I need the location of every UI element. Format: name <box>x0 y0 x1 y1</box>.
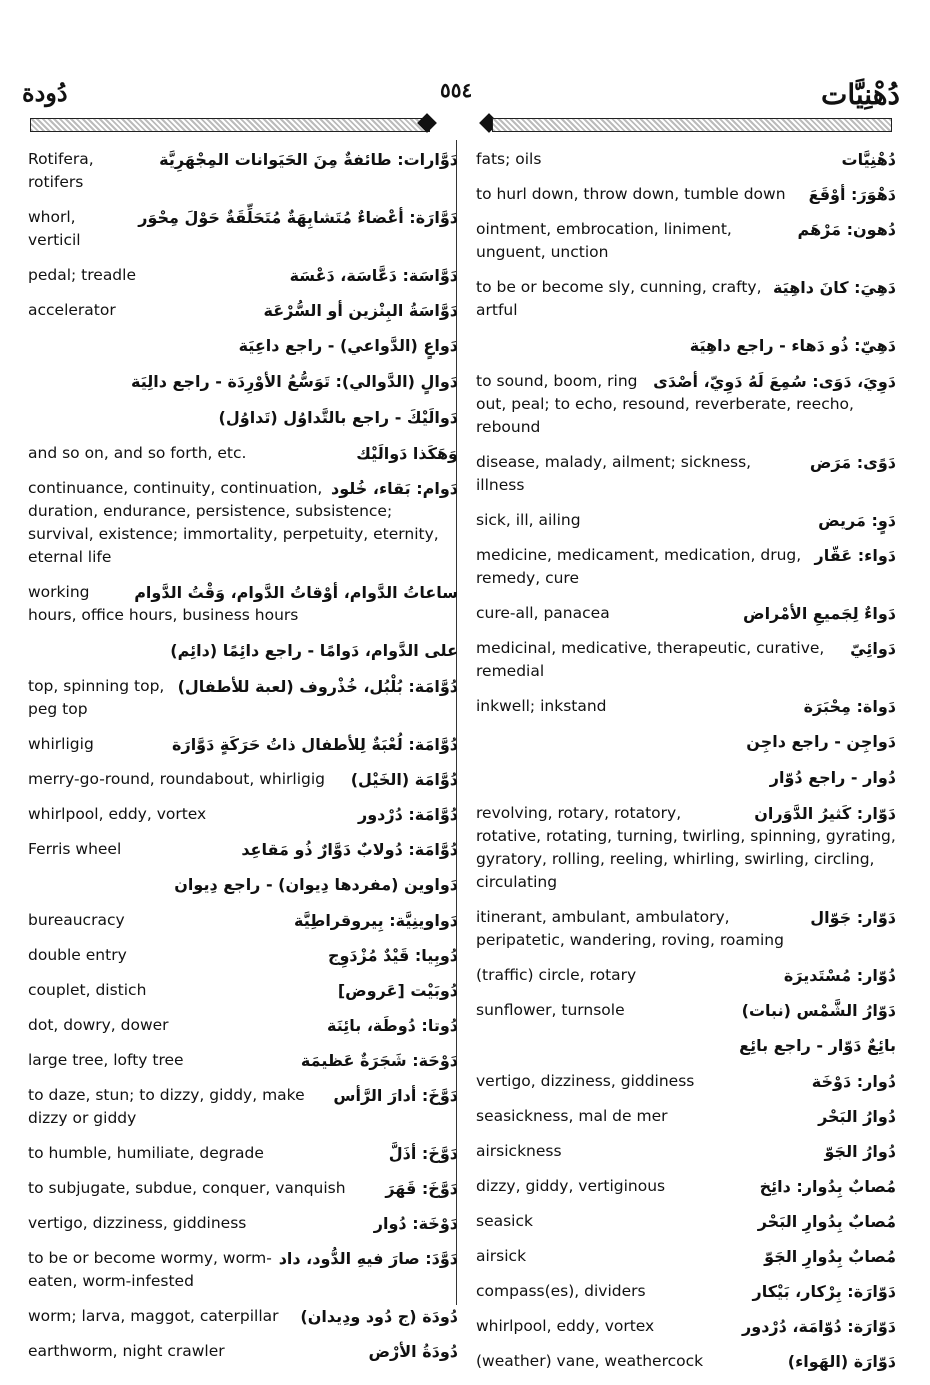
arabic-headword: دُوتا: دُوطَة، بائِنَة <box>327 1016 458 1035</box>
english-definition: pedal; treadle <box>28 266 136 284</box>
header-rule-right <box>492 118 892 132</box>
english-definition: (traffic) circle, rotary <box>476 966 637 984</box>
dictionary-entry <box>476 1034 896 1058</box>
english-definition: double entry <box>28 946 127 964</box>
arabic-headword: مُصابٌ بِدُوارِ البَحْر <box>757 1212 896 1231</box>
arabic-headword: وَهَكَذا دَوالَيْك <box>356 444 458 463</box>
dictionary-entry <box>476 148 896 171</box>
left-column <box>28 148 458 1375</box>
english-definition: Rotifera, rotifers <box>28 150 94 191</box>
arabic-headword: دَوَّخَ: قَهَرَ <box>385 1179 458 1198</box>
dictionary-entry <box>476 695 896 718</box>
english-definition: large tree, lofty tree <box>28 1051 184 1069</box>
dictionary-entry <box>476 906 896 952</box>
dictionary-entry <box>476 334 896 358</box>
dictionary-entry <box>476 1210 896 1233</box>
dictionary-entry <box>476 730 896 754</box>
arabic-headword: دَوّارَة (الهَواء) <box>787 1352 896 1371</box>
english-definition: seasickness, mal de mer <box>476 1107 668 1125</box>
arabic-headword: دُوار - راجع دُوّار <box>769 768 896 787</box>
english-definition: to humble, humiliate, degrade <box>28 1144 264 1162</box>
dictionary-entry <box>476 602 896 625</box>
dictionary-entry <box>476 451 896 497</box>
arabic-headword: دَهْوَرَ: أوْقَعَ <box>808 185 896 204</box>
english-definition: itinerant, ambulant, ambulatory, peripatetic, wandering, roving, roaming <box>476 908 784 949</box>
dictionary-entry <box>476 802 896 894</box>
dictionary-entry <box>28 334 458 358</box>
dictionary-entry <box>28 1177 458 1200</box>
arabic-headword: دَوّار: جَوّال <box>810 908 896 927</box>
dictionary-entry <box>28 1247 458 1293</box>
arabic-headword: دُوار: دَوْخَة <box>811 1072 896 1091</box>
arabic-headword: دَواءٌ لِجَميعِ الأمْراض <box>743 604 896 623</box>
dictionary-entry <box>28 264 458 287</box>
english-definition: (weather) vane, weathercock <box>476 1352 704 1370</box>
english-definition: airsick <box>476 1247 527 1265</box>
english-definition: worm; larva, maggot, caterpillar <box>28 1307 279 1325</box>
arabic-headword: دَوْخَة: دُوار <box>373 1214 458 1233</box>
arabic-headword: دُودَة (ج دُود ودِيدان) <box>300 1307 458 1326</box>
dictionary-entry <box>476 509 896 532</box>
dictionary-entry <box>476 637 896 683</box>
dictionary-entry <box>476 1070 896 1093</box>
header-rule-left <box>30 118 430 132</box>
arabic-headword: دُوَّامَة: لُعْبَةٌ لِلأطفال ذاتُ حَرَكَةٍ دَوَّارَة <box>172 735 458 754</box>
arabic-headword: دُهون: مَرْهَم <box>797 220 896 239</box>
arabic-headword: دُوّار: مُسْتَديرَة <box>783 966 896 985</box>
english-definition: earthworm, night crawler <box>28 1342 225 1360</box>
arabic-headword: دَواوينِيَّة: بِيروقراطِيَّة <box>294 911 458 930</box>
english-definition: whirligig <box>28 735 94 753</box>
header-guide-word-right: دُهْنِيَّات <box>820 78 900 111</box>
english-definition: merry-go-round, roundabout, whirligig <box>28 770 326 788</box>
arabic-headword: دَوّارَة: دُوّامَة، دُرْدور <box>742 1317 896 1336</box>
dictionary-entry <box>28 1142 458 1165</box>
dictionary-entry <box>476 1175 896 1198</box>
arabic-headword: دُوَّامَة: دُولابٌ دَوَّارٌ ذُو مَقاعِد <box>241 840 458 859</box>
dictionary-entry <box>28 768 458 791</box>
english-definition: revolving, rotary, rotatory, rotative, rotating, turning, twirling, spinning, gyrating, gyratory, rolling, reeling, whirling, swirling, circling, circulating <box>476 804 896 891</box>
dictionary-entry <box>28 1212 458 1235</box>
arabic-headword: دَواة: مِحْبَرَة <box>803 697 896 716</box>
arabic-headword: ساعاتُ الدَّوام، أوْقاتُ الدَّوام، وَقْتُ الدَّوام <box>134 583 458 602</box>
arabic-headword: دُوَّامَة (الخَيْل) <box>350 770 458 789</box>
dictionary-entry <box>28 406 458 430</box>
arabic-headword: دَوٍ: مَريض <box>818 511 896 530</box>
arabic-headword: دَواء: عَقّار <box>814 546 896 565</box>
dictionary-entry <box>476 1280 896 1303</box>
dictionary-entry <box>28 675 458 721</box>
english-definition: whirlpool, eddy, vortex <box>28 805 207 823</box>
english-definition: to subjugate, subdue, conquer, vanquish <box>28 1179 346 1197</box>
english-definition: medicinal, medicative, therapeutic, curative, remedial <box>476 639 825 680</box>
dictionary-entry <box>476 999 896 1022</box>
arabic-headword: دَوَّارَة: أعْضاءٌ مُتَشابِهَةٌ مُتَحَلِّقَةٌ حَوْلَ مِحْوَر <box>138 208 458 227</box>
english-definition: Ferris wheel <box>28 840 122 858</box>
english-definition: cure-all, panacea <box>476 604 610 622</box>
english-definition: accelerator <box>28 301 116 319</box>
english-definition: fats; oils <box>476 150 542 168</box>
arabic-headword: دَوّارَة: بِرْكار، بَيْكار <box>752 1282 896 1301</box>
dictionary-entry <box>476 218 896 264</box>
english-definition: and so on, and so forth, etc. <box>28 444 247 462</box>
dictionary-entry <box>28 639 458 663</box>
english-definition: continuance, continuity, continuation, duration, endurance, persistence, subsistence; survival, existence; immortality, perpetuity, eternity, eternal life <box>28 479 439 566</box>
arabic-headword: دَوَّاسَةُ البِنْزين أو السُّرْعَة <box>263 301 458 320</box>
arabic-headword: دَوالَيْكَ - راجع بالتَّداوُل (تَداوُل) <box>218 408 458 427</box>
arabic-headword: دُوبَيْت [عَروض] <box>337 981 458 1000</box>
english-definition: vertigo, dizziness, giddiness <box>476 1072 695 1090</box>
arabic-headword: دَهِيَ: كانَ داهِيَة <box>772 278 896 297</box>
right-column <box>476 148 896 1385</box>
english-definition: couplet, distich <box>28 981 147 999</box>
arabic-headword: دَوَّدَ: صارَ فيهِ الدُّود، داد <box>278 1249 458 1268</box>
arabic-headword: دَوالٍ (الدَّوالي): تَوَسُّعُ الأوْرِدَة - راجع دالِيَة <box>131 372 458 391</box>
dictionary-entry <box>476 766 896 790</box>
english-definition: sunflower, turnsole <box>476 1001 625 1019</box>
english-definition: to sound, boom, ring out, peal; to echo, resound, reverberate, reecho, rebound <box>476 372 854 436</box>
dictionary-entry <box>28 477 458 569</box>
dictionary-entry <box>28 909 458 932</box>
arabic-headword: دَواجِن - راجع داجِن <box>746 732 896 751</box>
dictionary-entry <box>476 1140 896 1163</box>
arabic-headword: دَوائِيّ <box>850 639 896 658</box>
english-definition: to be or become sly, cunning, crafty, artful <box>476 278 762 319</box>
english-definition: vertigo, dizziness, giddiness <box>28 1214 247 1232</box>
arabic-headword: دَوَّخَ: أذَلَّ <box>388 1144 458 1163</box>
dictionary-entry <box>28 803 458 826</box>
arabic-headword: دَهِيّ: ذُو دَهاء - راجع داهِيَة <box>689 336 896 355</box>
english-definition: whirlpool, eddy, vortex <box>476 1317 655 1335</box>
dictionary-entry <box>28 148 458 194</box>
page-number: ٥٥٤ <box>440 78 473 102</box>
english-definition: seasick <box>476 1212 533 1230</box>
arabic-headword: دَوًى: مَرَض <box>809 453 896 472</box>
english-definition: dizzy, giddy, vertiginous <box>476 1177 666 1195</box>
dictionary-entry <box>476 276 896 322</box>
dictionary-entry <box>28 1084 458 1130</box>
english-definition: ointment, embrocation, liniment, unguent, unction <box>476 220 732 261</box>
english-definition: medicine, medicament, medication, drug, remedy, cure <box>476 546 802 587</box>
arabic-headword: مُصابٌ بِدُوارِ الجَوّ <box>764 1247 896 1266</box>
dictionary-entry <box>476 370 896 439</box>
arabic-headword: دَوَّارات: طائفةٌ مِنَ الحَيَوانات المِجْهَرِيَّة <box>159 150 458 169</box>
dictionary-entry <box>28 206 458 252</box>
arabic-headword: دُوارُ البَحْر <box>818 1107 896 1126</box>
arabic-headword: دَوَّخَ: أدارَ الرَّأس <box>333 1086 458 1105</box>
english-definition: bureaucracy <box>28 911 125 929</box>
dictionary-entry <box>28 1340 458 1363</box>
arabic-headword: دُودَةُ الأرْض <box>368 1342 458 1361</box>
dictionary-entry <box>28 442 458 465</box>
english-definition: inkwell; inkstand <box>476 697 607 715</box>
english-definition: top, spinning top, peg top <box>28 677 165 718</box>
arabic-headword: دُهْنِيَّات <box>841 150 896 169</box>
dictionary-entry <box>476 1350 896 1373</box>
english-definition: to hurl down, throw down, tumble down <box>476 185 786 203</box>
arabic-headword: دُوبِيا: قَيْدٌ مُزْدَوِج <box>327 946 458 965</box>
dictionary-entry <box>28 944 458 967</box>
english-definition: airsickness <box>476 1142 562 1160</box>
arabic-headword: دُوَّامَة: دُرْدور <box>357 805 458 824</box>
dictionary-entry <box>476 964 896 987</box>
arabic-headword: بائِعٌ دَوّار - راجع بائِع <box>739 1036 896 1055</box>
dictionary-entry <box>28 581 458 627</box>
arabic-headword: مُصابٌ بِدُوار: دائِخ <box>759 1177 896 1196</box>
arabic-headword: دَوْحَة: شَجَرَةٌ عَظيمَة <box>300 1051 458 1070</box>
dictionary-entry <box>28 1305 458 1328</box>
english-definition: whorl, verticil <box>28 208 81 249</box>
dictionary-entry <box>476 1105 896 1128</box>
dictionary-entry <box>28 733 458 756</box>
arabic-headword: دُوَّامَة: بُلْبُل، خُذْروف (لعبة للأطفال) <box>177 677 458 696</box>
header-guide-word-left: دُودة <box>22 78 68 107</box>
dictionary-entry <box>28 299 458 322</box>
dictionary-entry <box>476 183 896 206</box>
english-definition: working hours, office hours, business hours <box>28 583 299 624</box>
arabic-headword: دَوِيَ، دَوَى: سُمِعَ لَهُ دَوِيّ، أصْدَى <box>653 372 896 391</box>
dictionary-entry <box>476 1245 896 1268</box>
arabic-headword: دَوّارُ الشَّمْس (نبات) <box>741 1001 896 1020</box>
arabic-headword: دَواعٍ (الدَّواعي) - راجع داعِيَة <box>238 336 458 355</box>
arabic-headword: دُوارُ الجَوّ <box>824 1142 896 1161</box>
dictionary-entry <box>28 873 458 897</box>
english-definition: sick, ill, ailing <box>476 511 581 529</box>
dictionary-entry <box>476 1315 896 1338</box>
english-definition: compass(es), dividers <box>476 1282 646 1300</box>
english-definition: to daze, stun; to dizzy, giddy, make dizzy or giddy <box>28 1086 305 1127</box>
dictionary-entry <box>28 370 458 394</box>
english-definition: dot, dowry, dower <box>28 1016 169 1034</box>
english-definition: to be or become wormy, worm-eaten, worm-infested <box>28 1249 272 1290</box>
dictionary-entry <box>476 544 896 590</box>
dictionary-entry <box>28 838 458 861</box>
arabic-headword: دَواوين (مفردها دِيوان) - راجع دِيوان <box>174 875 458 894</box>
dictionary-entry <box>28 1014 458 1037</box>
arabic-headword: دَوام: بَقاء، خُلود <box>331 479 458 498</box>
dictionary-entry <box>28 1049 458 1072</box>
arabic-headword: دَوَّاسَة: دَعَّاسَة، دَعْسَة <box>289 266 458 285</box>
arabic-headword: على الدَّوام، دَوامًا - راجع دائِمًا (دائِم) <box>170 641 458 660</box>
arabic-headword: دَوّار: كَثيرُ الدَّوَران <box>754 804 896 823</box>
dictionary-entry <box>28 979 458 1002</box>
english-definition: disease, malady, ailment; sickness, illness <box>476 453 752 494</box>
